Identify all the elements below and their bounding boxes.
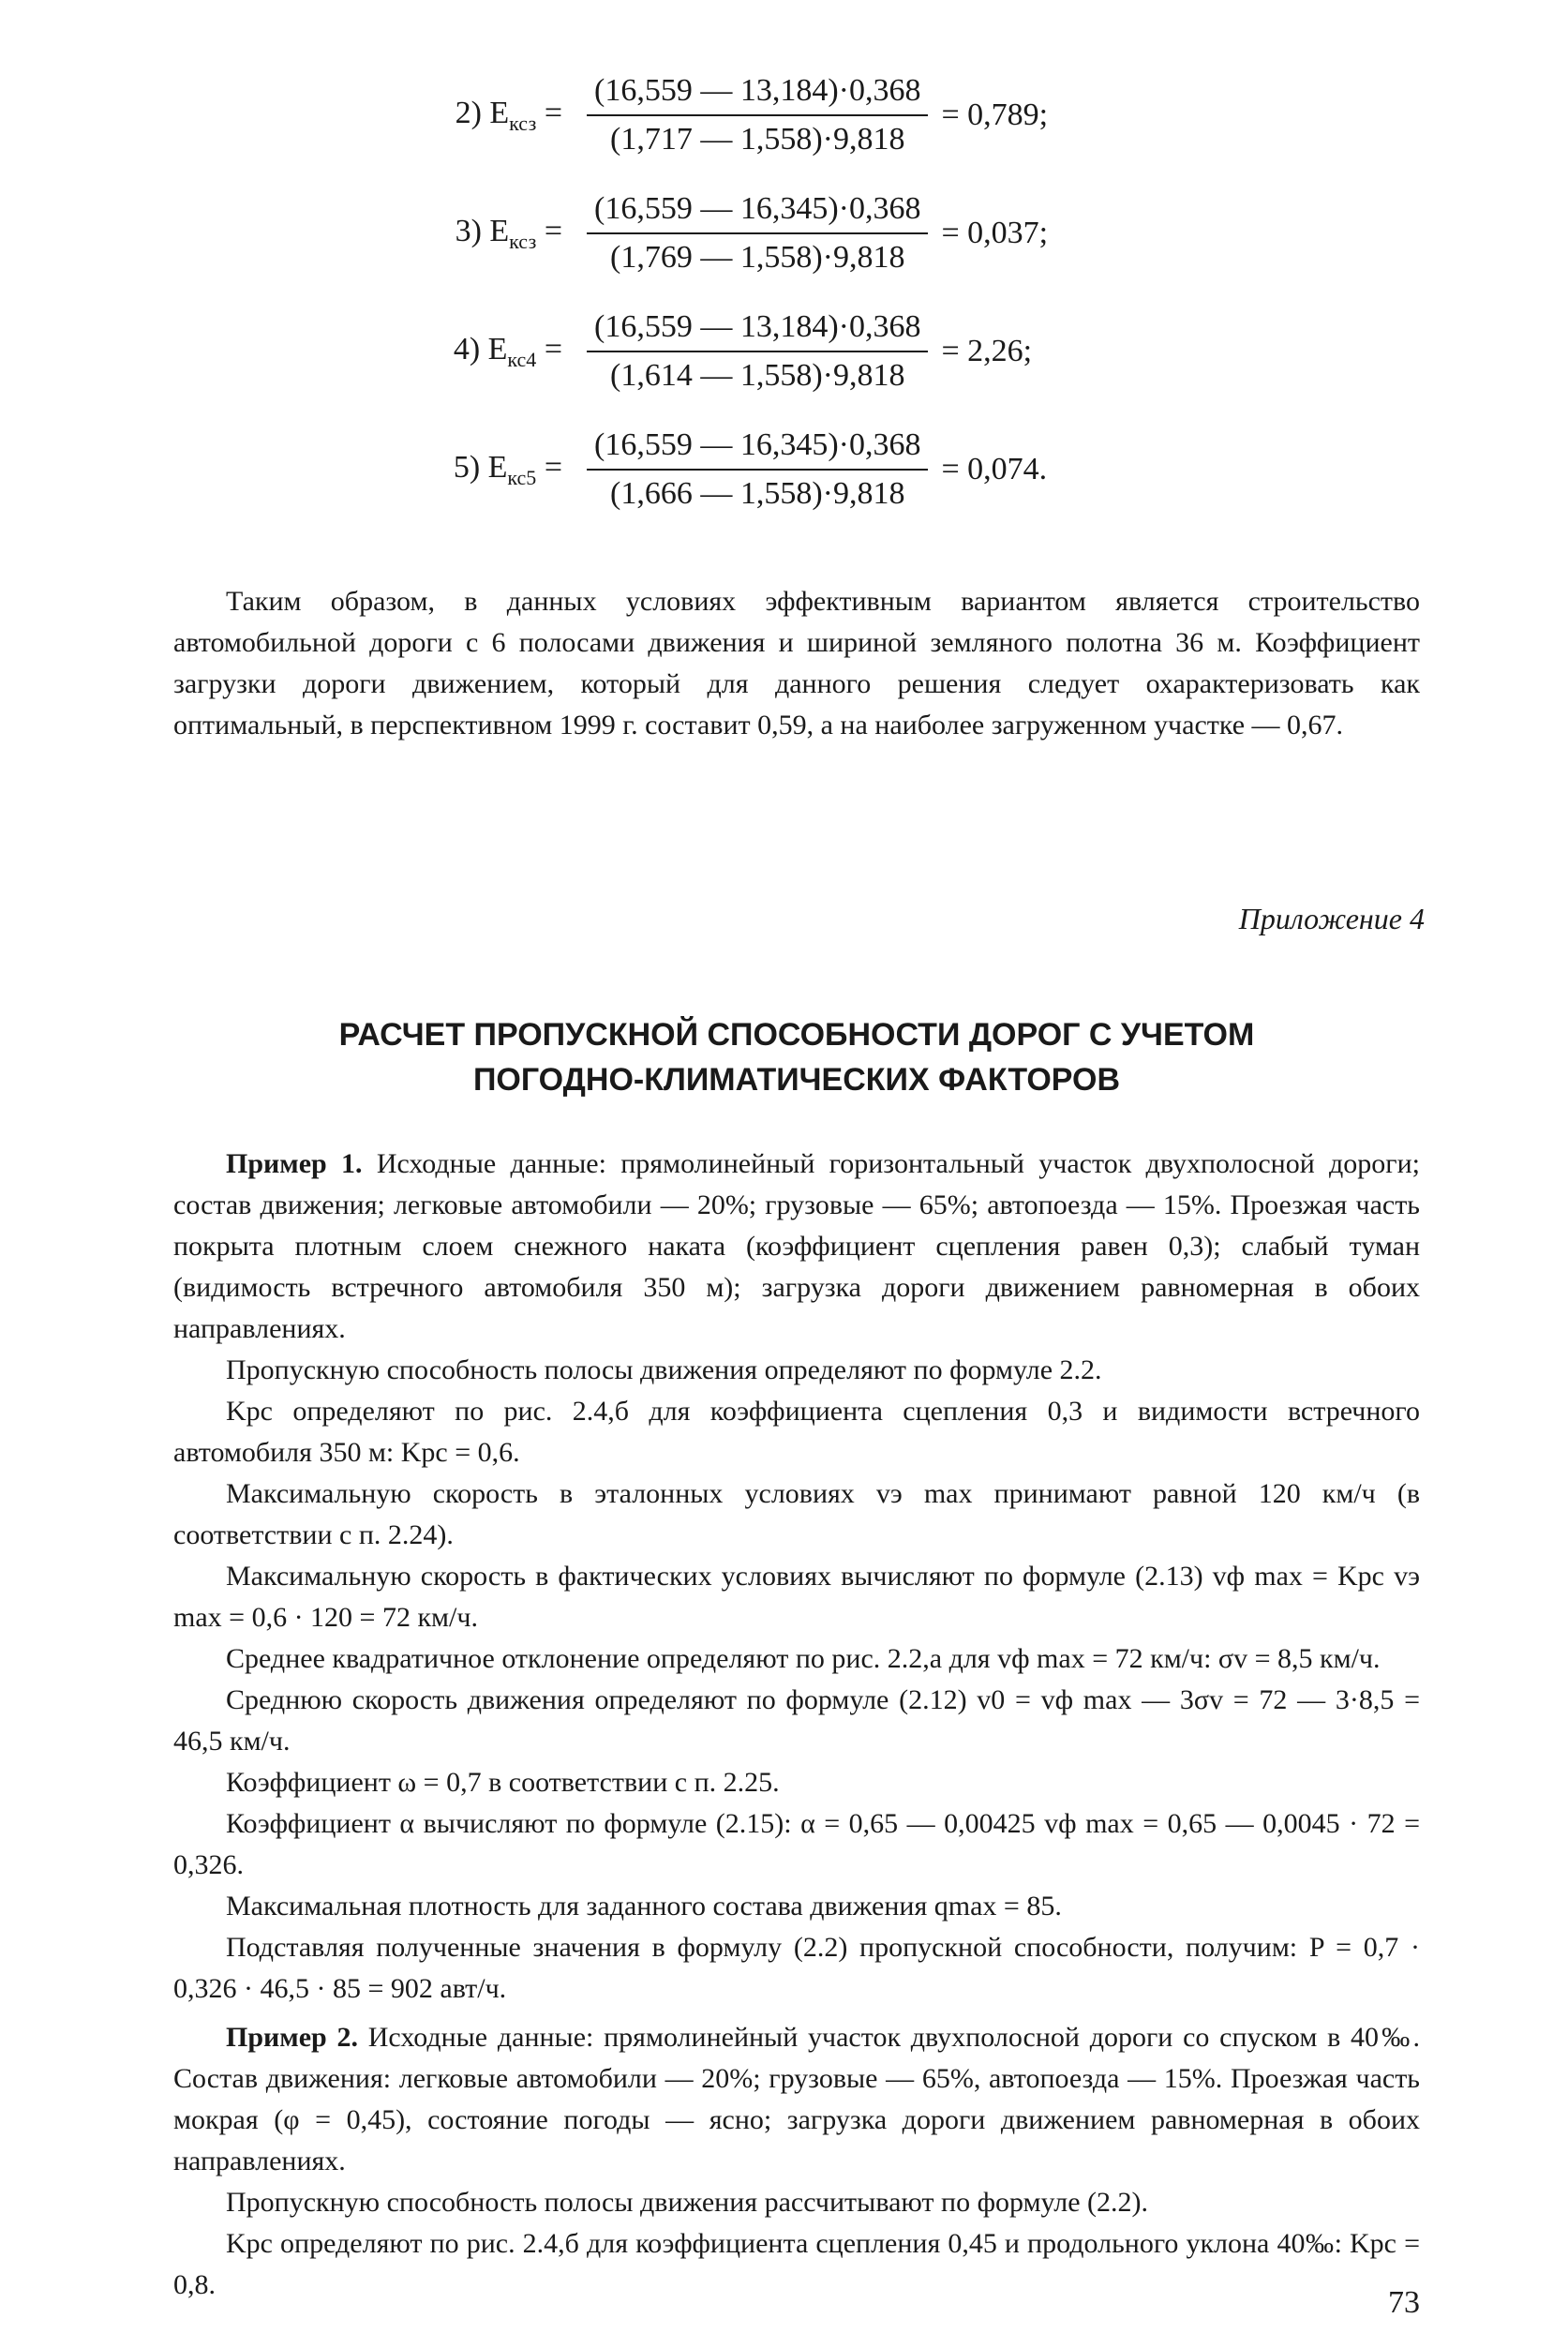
denominator: (1,614 — 1,558)·9,818 — [610, 358, 905, 393]
numerator: (16,559 — 13,184)·0,368 — [587, 309, 928, 352]
numerator: (16,559 — 16,345)·0,368 — [587, 427, 928, 471]
example2-intro: Пример 2. Исходные данные: прямолинейный участок двухполосной дороги со спуском в 40‰. Состав движения: легковые автомобили — 20%; грузовые — 65%, автопоезда — 15%. Проезжая часть мокрая (φ = 0,45), состояние погоды — ясно; загрузка дороги движением равномерная в обоих направлениях. — [173, 2022, 1420, 2176]
page-number: 73 — [1388, 2285, 1420, 2320]
formula-label: 5) $E_{кс5}$ = — [453, 449, 562, 489]
example1-step: Максимальную скорость в фактических условиях вычисляют по формуле (2.13) vф max = Kрс vэ max = 0,6 · 120 = 72 км/ч. — [173, 1561, 1420, 1633]
example2-step: Kрс определяют по рис. 2.4,б для коэффициента сцепления 0,45 и продольного уклона 40‰: Kрс = 0,8. — [173, 2228, 1420, 2300]
example1-step: Коэффициент ω = 0,7 в соответствии с п. 2.25. — [226, 1767, 780, 1798]
examples-block — [173, 1144, 1420, 2306]
fraction — [587, 191, 928, 276]
formula-result: = 0,789; — [941, 97, 1049, 132]
formula-label: 2) $E_{ксз}$ = — [455, 95, 562, 135]
example1-step: Максимальная плотность для заданного состава движения qmax = 85. — [226, 1891, 1062, 1922]
example1-step: Среднюю скорость движения определяют по формуле (2.12) v0 = vф max — 3σv = 72 — 3·8,5 = 46,5 км/ч. — [173, 1684, 1420, 1757]
formula-row — [375, 174, 1218, 292]
example2-heading: Пример 2. — [226, 2022, 358, 2053]
example1-step: Среднее квадратичное отклонение определяют по рис. 2.2,а для vф max = 72 км/ч: σv = 8,5 км/ч. — [226, 1643, 1381, 1674]
title-line: ПОГОДНО-КЛИМАТИЧЕСКИХ ФАКТОРОВ — [472, 1062, 1121, 1098]
fraction — [587, 309, 928, 394]
numerator: (16,559 — 13,184)·0,368 — [587, 73, 928, 116]
example1-intro: Пример 1. Исходные данные: прямолинейный горизонтальный участок двухполосной дороги; состав движения; легковые автомобили — 20%; грузовые — 65%; автопоезда — 15%. Проезжая часть покрыта плотным слоем снежного наката (коэффициент сцепления равен 0,3); слабый туман (видимость встречного автомобиля 350 м); загрузка дороги движением равномерная в обоих направлениях. — [173, 1148, 1420, 1344]
example1-step: Подставляя полученные значения в формулу (2.2) пропускной способности, получим: P = 0,7 · 0,326 · 46,5 · 85 = 902 авт/ч. — [173, 1932, 1420, 2004]
formula-result: = 2,26; — [941, 334, 1033, 368]
example1-step: Максимальную скорость в эталонных условиях vэ max принимают равной 120 км/ч (в соответствии с п. 2.24). — [173, 1478, 1420, 1550]
denominator: (1,769 — 1,558)·9,818 — [610, 240, 905, 275]
formula-result: = 0,074. — [941, 452, 1048, 486]
formula-row — [375, 411, 1218, 529]
fraction — [587, 427, 928, 512]
example2-step: Пропускную способность полосы движения рассчитывают по формуле (2.2). — [226, 2187, 1149, 2218]
formula-label: 3) $E_{ксз}$ = — [455, 213, 562, 253]
formula-result: = 0,037; — [941, 216, 1049, 250]
formula-row — [375, 56, 1218, 174]
appendix-label: Приложение 4 — [1238, 902, 1425, 935]
section-title — [173, 1012, 1420, 1102]
conclusion-block — [173, 581, 1420, 746]
formula-row — [375, 292, 1218, 411]
formula-label: 4) $E_{кс4}$ = — [453, 331, 562, 371]
conclusion-paragraph: Таким образом, в данных условиях эффективным вариантом является строительство автомобильной дороги с 6 полосами движения и шириной земляного полотна 36 м. Коэффициент загрузки дороги движением, который для данного решения следует охарактеризовать как оптимальный, в перспективном 1999 г. составит 0,59, а на наиболее загруженном участке — 0,67. — [173, 586, 1420, 740]
example1-heading: Пример 1. — [226, 1148, 363, 1179]
numerator: (16,559 — 16,345)·0,368 — [587, 191, 928, 234]
denominator: (1,717 — 1,558)·9,818 — [610, 122, 905, 157]
denominator: (1,666 — 1,558)·9,818 — [610, 476, 905, 511]
example1-step: Пропускную способность полосы движения определяют по формуле 2.2. — [226, 1354, 1102, 1385]
fraction — [587, 73, 928, 157]
example1-step: Коэффициент α вычисляют по формуле (2.15): α = 0,65 — 0,00425 vф max = 0,65 — 0,0045 · 72 = 0,326. — [173, 1808, 1420, 1880]
title-line: РАСЧЕТ ПРОПУСКНОЙ СПОСОБНОСТИ ДОРОГ С УЧЕТОМ — [338, 1017, 1255, 1053]
example1-step: Kрс определяют по рис. 2.4,б для коэффициента сцепления 0,3 и видимости встречного автомобиля 350 м: Kрс = 0,6. — [173, 1396, 1420, 1468]
formula-block — [375, 56, 1218, 529]
